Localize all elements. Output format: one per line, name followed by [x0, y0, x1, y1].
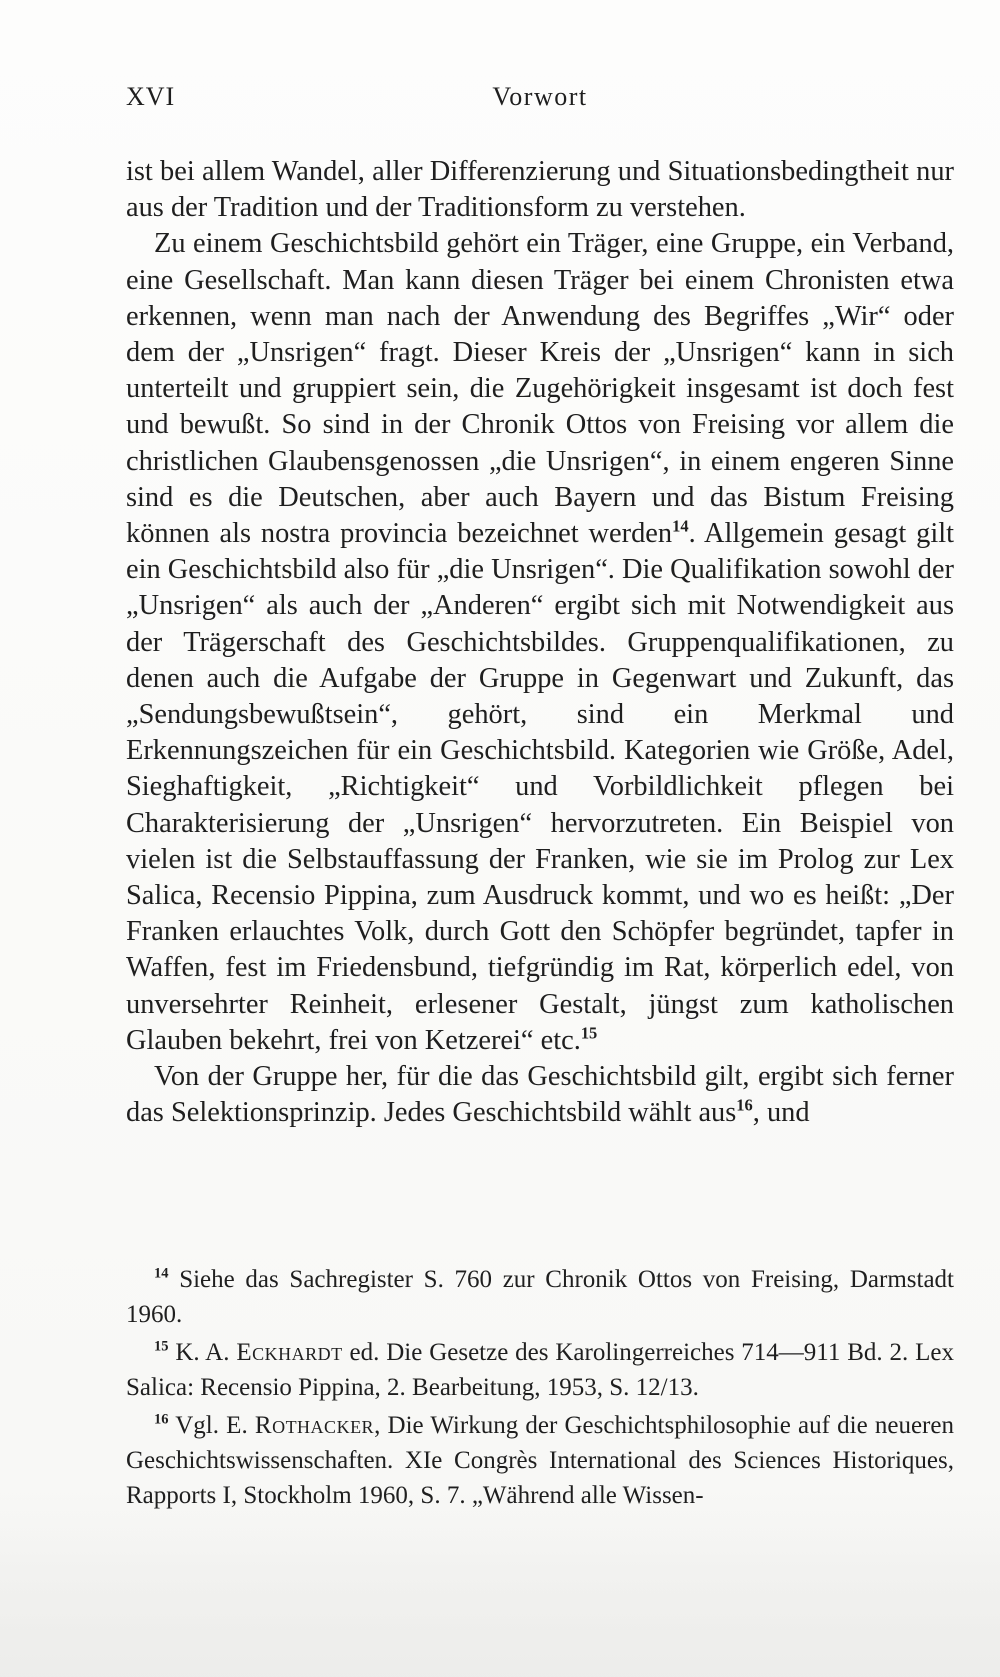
footnote-ref-14: 14	[672, 516, 689, 536]
footnote-number-16: 16	[154, 1411, 169, 1428]
footnote-16-author: Rothacker	[254, 1412, 375, 1439]
footnote-number-15: 15	[154, 1338, 169, 1355]
footnote-15-text: ed. Die Gesetze des Karolingerreiches 714—911 Bd. 2. Lex Salica: Recensio Pippina, 2. Bearbeitung, 1953, S. 12/13.	[126, 1339, 955, 1401]
footnote-ref-15: 15	[580, 1023, 598, 1043]
running-title: Vorwort	[492, 82, 588, 111]
paragraph-2-text-a: Zu einem Geschichtsbild gehört ein Träger, eine Gruppe, ein Verband, eine Gesellschaft. Man kann diesen Träger bei einem Chronisten etwa erkennen, wenn man nach der Anwendung des Begriffes „Wir“ oder dem der „Unsrigen“ fragt. Dieser Kreis der „Unsrigen“ kann in sich unterteilt und gruppiert sein, die Zugehörigkeit insgesamt ist doch fest und bewußt. So sind in der Chronik Ottos von Freising vor allem die christlichen Glaubensgenossen „die Unsrigen“, in einem engeren Sinne sind es die Deutschen, aber auch Bayern und das Bistum Freising können als nostra provincia bezeichnet werden	[126, 228, 954, 550]
footnotes	[126, 1262, 954, 1516]
footnote-15-author: Eckhardt	[236, 1339, 343, 1366]
footnote-16-prefix: Vgl. E.	[175, 1412, 248, 1439]
footnote-14-text: Siehe das Sachregister S. 760 zur Chronik Ottos von Freising, Darmstadt 1960.	[126, 1266, 954, 1328]
footnote-14	[126, 1262, 954, 1332]
footnote-16	[126, 1408, 954, 1513]
paragraph-1	[126, 154, 954, 226]
paragraph-3	[126, 1059, 954, 1131]
paragraph-2	[126, 226, 954, 1059]
footnote-ref-16: 16	[736, 1095, 753, 1115]
page-number: XVI	[126, 82, 176, 111]
page-bottom-margin	[0, 1510, 1000, 1677]
footnote-15-prefix: K. A.	[175, 1339, 230, 1366]
paragraph-1-text: ist bei allem Wandel, aller Differenzierung und Situationsbedingtheit nur aus der Tradition und der Traditionsform zu verstehen.	[126, 156, 954, 224]
footnote-number-14: 14	[154, 1265, 169, 1282]
footnote-15	[126, 1335, 954, 1405]
paragraph-3-text-a: Von der Gruppe her, für die das Geschichtsbild gilt, ergibt sich ferner das Selektionsprinzip. Jedes Geschichtsbild wählt aus	[126, 1061, 954, 1129]
main-text	[126, 154, 954, 1131]
paragraph-2-text-b: . Allgemein gesagt gilt ein Geschichtsbild also für „die Unsrigen“. Die Qualifikation sowohl der „Unsrigen“ als auch der „Anderen“ ergibt sich mit Notwendigkeit aus der Trägerschaft des Geschichtsbildes. Gruppenqualifikationen, zu denen auch die Aufgabe der Gruppe in Gegenwart und Zukunft, das „Sendungsbewußtsein“, gehört, sind ein Merkmal und Erkennungszeichen für ein Geschichtsbild. Kategorien wie Größe, Adel, Sieghaftigkeit, „Richtigkeit“ und Vorbildlichkeit pflegen bei Charakterisierung der „Unsrigen“ hervorzutreten. Ein Beispiel von vielen ist die Selbstauffassung der Franken, wie sie im Prolog zur Lex Salica, Recensio Pippina, zum Ausdruck kommt, und wo es heißt: „Der Franken erlauchtes Volk, durch Gott den Schöpfer begründet, tapfer in Waffen, fest im Friedensbund, tiefgründig im Rat, körperlich edel, von unversehrter Reinheit, erlesener Gestalt, jüngst zum katholischen Glauben bekehrt, frei von Ketzerei“ etc.	[126, 518, 954, 1056]
footnote-16-text: , Die Wirkung der Geschichtsphilosophie auf die neueren Geschichtswissenschaften. XIe Congrès International des Sciences Historiques, Rapports I, Stockholm 1960, S. 7. „Während alle Wissen-	[126, 1412, 954, 1509]
paragraph-3-text-b: , und	[752, 1097, 810, 1129]
page-header	[126, 82, 954, 118]
